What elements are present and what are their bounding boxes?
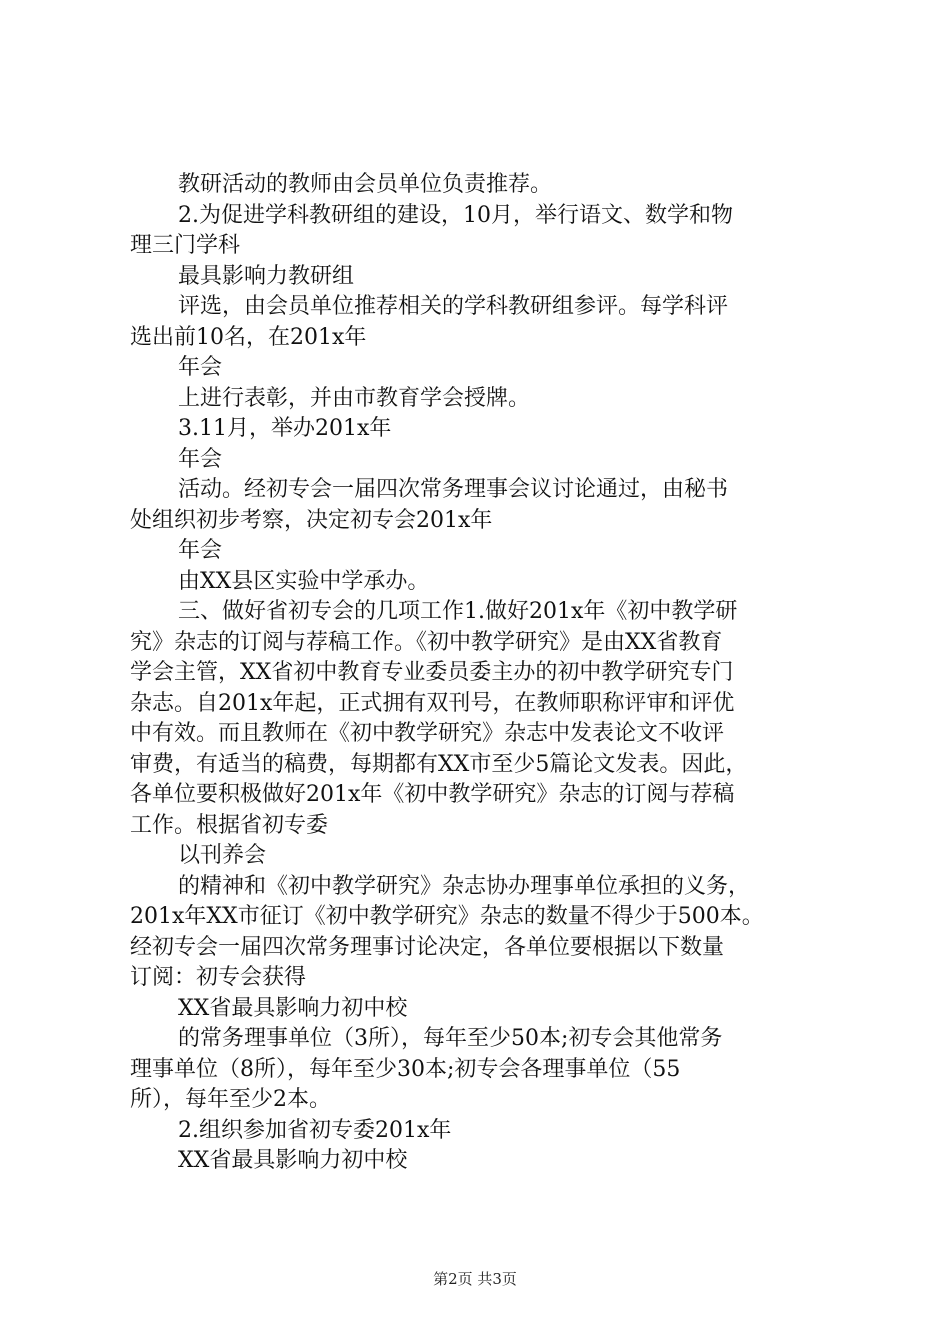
text-line: 处组织初步考察，决定初专会201x年 — [130, 507, 493, 533]
text-line: 3.11月，举办201x年 — [178, 416, 392, 441]
text-line: 活动。经初专会一届四次常务理事会议讨论通过，由秘书 — [178, 477, 729, 502]
text-line: 以刊养会 — [178, 843, 267, 868]
text-line: 三、做好省初专会的几项工作1.做好201x年《初中教学研 — [178, 599, 738, 624]
text-line: 各单位要积极做好201x年《初中教学研究》杂志的订阅与荐稿 — [130, 782, 735, 807]
text-line: 的常务理事单位（3所），每年至少50本;初专会其他常务 — [178, 1026, 723, 1051]
text-line: 最具影响力教研组 — [178, 263, 355, 289]
text-line: 的精神和《初中教学研究》杂志协办理事单位承担的义务， — [178, 873, 751, 899]
text-line: 中有效。而且教师在《初中教学研究》杂志中发表论文不收评 — [130, 721, 725, 746]
page-number-footer: 第2页 共3页 — [433, 1270, 517, 1288]
text-line: 经初专会一届四次常务理事讨论决定，各单位要根据以下数量 — [130, 934, 725, 960]
text-line: XX省最具影响力初中校 — [178, 995, 408, 1021]
text-line: 所），每年至少2本。 — [130, 1087, 331, 1112]
text-line: 究》杂志的订阅与荐稿工作。《初中教学研究》是由XX省教育 — [130, 629, 723, 655]
text-line: 学会主管，XX省初中教育专业委员委主办的初中教学研究专门 — [130, 660, 734, 685]
text-line: 年会 — [178, 355, 223, 380]
text-line: 教研活动的教师由会员单位负责推荐。 — [178, 172, 553, 197]
text-line: 2.组织参加省初专委201x年 — [178, 1117, 452, 1143]
text-line: 评选，由会员单位推荐相关的学科教研组参评。每学科评 — [178, 294, 729, 319]
text-line: 杂志。自201x年起，正式拥有双刊号，在教师职称评审和评优 — [130, 690, 735, 716]
text-line: XX省最具影响力初中校 — [178, 1148, 408, 1173]
text-line: 由XX县区实验中学承办。 — [178, 568, 430, 594]
text-line: 2.为促进学科教研组的建设，10月，举行语文、数学和物 — [178, 202, 733, 228]
text-line: 理三门学科 — [130, 233, 241, 258]
text-line: 年会 — [178, 446, 223, 472]
text-line: 201x年XX市征订《初中教学研究》杂志的数量不得少于500本。 — [130, 904, 764, 929]
text-line: 年会 — [178, 538, 223, 563]
text-line: 上进行表彰，并由市教育学会授牌。 — [178, 385, 531, 411]
text-line: 订阅：初专会获得 — [130, 965, 307, 990]
text-line: 审费，有适当的稿费，每期都有XX市至少5篇论文发表。因此， — [130, 751, 748, 777]
document-body — [130, 170, 835, 1177]
text-line: 工作。根据省初专委 — [130, 812, 329, 838]
text-line: 选出前10名，在201x年 — [130, 324, 367, 350]
text-line: 理事单位（8所），每年至少30本;初专会各理事单位（55 — [130, 1056, 681, 1082]
